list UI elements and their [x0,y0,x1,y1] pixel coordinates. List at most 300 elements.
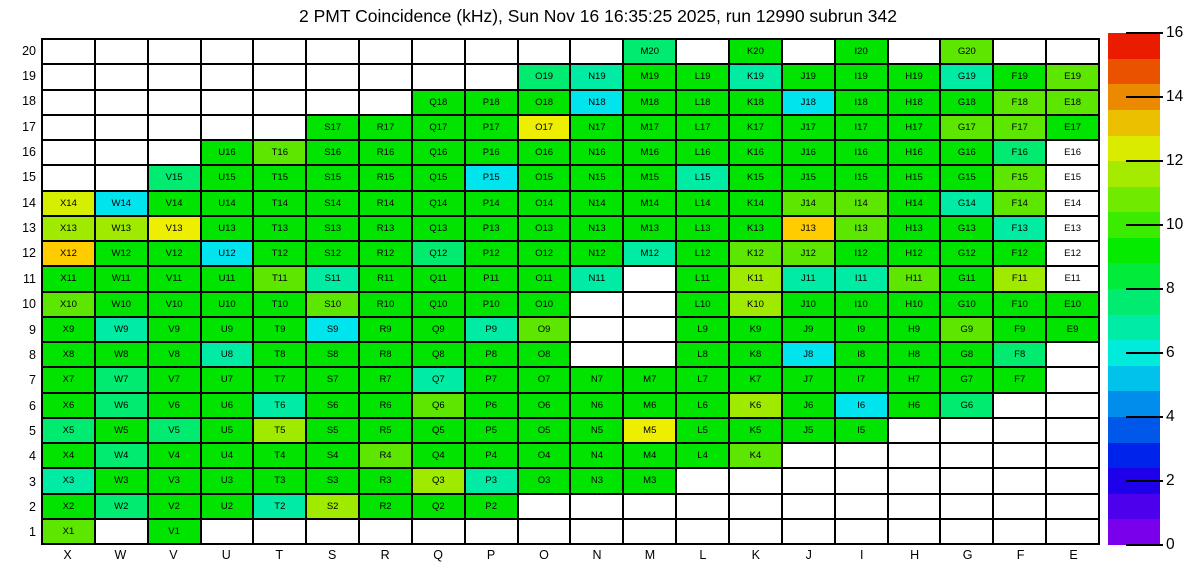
heatmap-cell: R12 [359,241,412,266]
colorbar-band [1108,366,1160,392]
heatmap-cell: P2 [465,494,518,519]
colorbar-tick-label: 4 [1166,408,1175,425]
heatmap-cell: Q7 [412,367,465,392]
heatmap-cell: M17 [623,115,676,140]
heatmap-cell: F11 [993,266,1046,291]
heatmap-cell: I17 [835,115,888,140]
heatmap-cell: H17 [888,115,941,140]
heatmap-cell: Q6 [412,393,465,418]
heatmap-cell: H8 [888,342,941,367]
heatmap-cell: F9 [993,317,1046,342]
heatmap-cell: N6 [570,393,623,418]
heatmap-cell [676,519,729,544]
x-axis-tick-label: L [699,548,707,562]
heatmap-cell [42,64,95,89]
heatmap-cell: S14 [306,191,359,216]
heatmap-cell: O17 [518,115,571,140]
heatmap-cell [940,494,993,519]
heatmap-cell: P9 [465,317,518,342]
heatmap-cell: T7 [253,367,306,392]
heatmap-cell: E15 [1046,165,1099,190]
heatmap-cell: K11 [729,266,782,291]
heatmap-cell: O6 [518,393,571,418]
colorbar-tick-label: 16 [1166,24,1184,41]
heatmap-cell [148,140,201,165]
x-axis-tick-label: Q [433,548,443,562]
heatmap-cell: J14 [782,191,835,216]
heatmap-cell [888,443,941,468]
heatmap-cell [888,468,941,493]
x-axis-tick-label: V [169,548,178,562]
heatmap-cell [676,494,729,519]
heatmap-cell: I16 [835,140,888,165]
heatmap-cell: F17 [993,115,1046,140]
heatmap-cell: L16 [676,140,729,165]
colorbar-band [1108,391,1160,417]
heatmap-cell: T15 [253,165,306,190]
heatmap-cell: G8 [940,342,993,367]
heatmap-cell: H9 [888,317,941,342]
heatmap-cell [835,519,888,544]
heatmap-cell [201,519,254,544]
heatmap-cell: I18 [835,90,888,115]
y-axis-tick-label: 5 [29,423,36,438]
heatmap-cell: K4 [729,443,782,468]
heatmap-cell: J13 [782,216,835,241]
y-axis-tick-label: 13 [22,221,36,236]
heatmap-cell: N11 [570,266,623,291]
heatmap-cell: W12 [95,241,148,266]
heatmap-cell: R3 [359,468,412,493]
heatmap-cell: G19 [940,64,993,89]
heatmap-cell: S17 [306,115,359,140]
heatmap-cell: T16 [253,140,306,165]
heatmap-cell: K8 [729,342,782,367]
heatmap-cell: G9 [940,317,993,342]
heatmap-cell [993,519,1046,544]
heatmap-cell: M19 [623,64,676,89]
heatmap-cell: T6 [253,393,306,418]
chart-title: 2 PMT Coincidence (kHz), Sun Nov 16 16:35:25 2025, run 12990 subrun 342 [299,6,897,26]
colorbar-tick [1126,480,1163,482]
heatmap-cell [623,342,676,367]
heatmap-cell: O16 [518,140,571,165]
colorbar-tick-label: 6 [1166,344,1175,361]
heatmap-cell: F12 [993,241,1046,266]
heatmap-cell: V12 [148,241,201,266]
heatmap-cell: V14 [148,191,201,216]
heatmap-cell: G11 [940,266,993,291]
heatmap-cell: I19 [835,64,888,89]
heatmap-cell: I10 [835,292,888,317]
heatmap-cell: Q13 [412,216,465,241]
heatmap-cell [729,494,782,519]
x-axis-tick-label: H [910,548,920,562]
heatmap-cell [201,90,254,115]
heatmap-cell [623,519,676,544]
heatmap-cell: R10 [359,292,412,317]
heatmap-cell: N13 [570,216,623,241]
x-axis-tick-label: S [328,548,337,562]
heatmap-cell: N17 [570,115,623,140]
heatmap-cell: W9 [95,317,148,342]
heatmap-cell: P16 [465,140,518,165]
heatmap-cell [148,115,201,140]
heatmap-cell: V7 [148,367,201,392]
heatmap-cell: I8 [835,342,888,367]
heatmap-cell [1046,342,1099,367]
heatmap-cell [359,64,412,89]
heatmap-cell [993,418,1046,443]
heatmap-cell [570,317,623,342]
colorbar-band [1108,315,1160,341]
heatmap-cell: R14 [359,191,412,216]
heatmap-cell [676,39,729,64]
heatmap-cell: Q15 [412,165,465,190]
heatmap-cell: Q14 [412,191,465,216]
heatmap-cell: S6 [306,393,359,418]
y-axis-tick-label: 3 [29,474,36,489]
heatmap-cell [95,519,148,544]
heatmap-cell [253,519,306,544]
heatmap-cell: U9 [201,317,254,342]
heatmap-cell: T9 [253,317,306,342]
colorbar-band [1108,110,1160,136]
heatmap-cell [1046,494,1099,519]
heatmap-cell [253,64,306,89]
heatmap-cell: Q8 [412,342,465,367]
heatmap-cell: U2 [201,494,254,519]
heatmap-cell: S16 [306,140,359,165]
y-axis-tick-label: 17 [22,119,36,134]
x-axis-tick-label: G [962,548,973,562]
heatmap-cell [993,468,1046,493]
heatmap-cell: H12 [888,241,941,266]
heatmap-cell [1046,443,1099,468]
colorbar-tick-label: 12 [1166,152,1184,169]
y-axis-tick-label: 19 [22,69,36,84]
heatmap-cell [940,418,993,443]
heatmap-cell [306,64,359,89]
x-axis-tick-label: R [380,548,390,562]
heatmap-cell: Q17 [412,115,465,140]
heatmap-cell: J17 [782,115,835,140]
heatmap-cell: T11 [253,266,306,291]
heatmap-cell: U4 [201,443,254,468]
heatmap-cell: O9 [518,317,571,342]
colorbar-tick [1126,544,1163,546]
heatmap-cell [201,39,254,64]
heatmap-cell: V15 [148,165,201,190]
heatmap-cell [570,494,623,519]
heatmap-cell: F18 [993,90,1046,115]
heatmap-cell: X4 [42,443,95,468]
x-axis-tick-label: T [275,548,284,562]
heatmap-cell: F15 [993,165,1046,190]
heatmap-cell: N12 [570,241,623,266]
heatmap-cell: M4 [623,443,676,468]
heatmap-cell [359,39,412,64]
heatmap-cell [148,64,201,89]
heatmap-cell: G10 [940,292,993,317]
heatmap-cell: U14 [201,191,254,216]
heatmap-cell: R2 [359,494,412,519]
heatmap-cell [253,39,306,64]
heatmap-cell: S9 [306,317,359,342]
heatmap-cell: M20 [623,39,676,64]
heatmap-cell: J12 [782,241,835,266]
heatmap-cell: Q4 [412,443,465,468]
heatmap-cell: F14 [993,191,1046,216]
heatmap-cell: S7 [306,367,359,392]
heatmap-cell: N15 [570,165,623,190]
heatmap-cell: J16 [782,140,835,165]
colorbar-tick-label: 10 [1166,216,1184,233]
heatmap-cell: N16 [570,140,623,165]
heatmap-cell: J10 [782,292,835,317]
heatmap-cell [359,90,412,115]
heatmap-cell [518,39,571,64]
y-axis-tick-label: 18 [22,94,36,109]
heatmap-cell [993,393,1046,418]
heatmap-cell: N3 [570,468,623,493]
colorbar-band [1108,187,1160,213]
heatmap-cell: X8 [42,342,95,367]
heatmap-cell: G14 [940,191,993,216]
heatmap-cell: V9 [148,317,201,342]
heatmap-cell [465,64,518,89]
heatmap-cell: T5 [253,418,306,443]
colorbar-tick-label: 0 [1166,536,1175,553]
heatmap-cell [1046,367,1099,392]
heatmap-cell: K6 [729,393,782,418]
heatmap-cell: X1 [42,519,95,544]
heatmap-cell: K9 [729,317,782,342]
y-axis-tick-label: 20 [22,43,36,58]
heatmap-cell: K5 [729,418,782,443]
heatmap-cell: J6 [782,393,835,418]
heatmap-cell: K7 [729,367,782,392]
heatmap-cell: E16 [1046,140,1099,165]
y-axis-tick-label: 1 [29,525,36,540]
y-axis-tick-label: 9 [29,322,36,337]
heatmap-cell: N7 [570,367,623,392]
heatmap-cell [1046,468,1099,493]
heatmap-cell: X3 [42,468,95,493]
heatmap-cell [782,39,835,64]
heatmap-cell: E19 [1046,64,1099,89]
heatmap-cell: L10 [676,292,729,317]
heatmap-cell [729,519,782,544]
colorbar-band [1108,33,1160,59]
heatmap-cell: O5 [518,418,571,443]
heatmap-cell: R8 [359,342,412,367]
heatmap-cell [940,519,993,544]
heatmap-cell: G20 [940,39,993,64]
heatmap-cell: N14 [570,191,623,216]
heatmap-cell [306,90,359,115]
heatmap-cell: S13 [306,216,359,241]
heatmap-cell: K14 [729,191,782,216]
heatmap-cell: M18 [623,90,676,115]
heatmap-cell: V8 [148,342,201,367]
heatmap-cell [782,519,835,544]
heatmap-cell [729,468,782,493]
heatmap-cell [306,39,359,64]
heatmap-cell: R13 [359,216,412,241]
x-axis-tick-label: K [751,548,760,562]
y-axis-tick-label: 16 [22,145,36,160]
heatmap-cell: U12 [201,241,254,266]
heatmap-cell: W7 [95,367,148,392]
heatmap-cell [42,165,95,190]
heatmap-cell: E14 [1046,191,1099,216]
heatmap-cell [42,140,95,165]
colorbar-band [1108,289,1160,315]
heatmap-cell: W3 [95,468,148,493]
heatmap-cell: H19 [888,64,941,89]
heatmap-cell: O11 [518,266,571,291]
heatmap-cell: L12 [676,241,729,266]
heatmap-cell: U5 [201,418,254,443]
heatmap-cell [1046,519,1099,544]
y-axis-tick-label: 10 [22,297,36,312]
heatmap-cell: L15 [676,165,729,190]
heatmap-cell: P11 [465,266,518,291]
heatmap-cell: Q10 [412,292,465,317]
colorbar-band [1108,59,1160,85]
heatmap-cell: E17 [1046,115,1099,140]
heatmap-cell: M6 [623,393,676,418]
heatmap-cell: V6 [148,393,201,418]
colorbar-tick [1126,160,1163,162]
heatmap-cell: R16 [359,140,412,165]
heatmap-cell: L14 [676,191,729,216]
heatmap-cell: L18 [676,90,729,115]
colorbar-band [1108,417,1160,443]
heatmap-cell: K17 [729,115,782,140]
colorbar-tick-label: 8 [1166,280,1175,297]
heatmap-cell: W10 [95,292,148,317]
heatmap-cell: X7 [42,367,95,392]
heatmap-cell: E12 [1046,241,1099,266]
heatmap-cell: S3 [306,468,359,493]
heatmap-cell [95,140,148,165]
x-axis-tick-label: N [592,548,602,562]
heatmap-cell: N4 [570,443,623,468]
heatmap-cell: X5 [42,418,95,443]
heatmap-cell: U16 [201,140,254,165]
heatmap-cell: T4 [253,443,306,468]
y-axis-labels [6,38,36,545]
heatmap-cell: J9 [782,317,835,342]
heatmap-cell: I20 [835,39,888,64]
heatmap-cell: G7 [940,367,993,392]
colorbar-tick-label: 2 [1166,472,1175,489]
heatmap-cell: G15 [940,165,993,190]
heatmap-cell: H13 [888,216,941,241]
heatmap-cell: L11 [676,266,729,291]
heatmap-cell: P3 [465,468,518,493]
heatmap-cell: I9 [835,317,888,342]
x-axis-tick-label: M [644,548,656,562]
colorbar-tick [1126,352,1163,354]
heatmap-cell [412,519,465,544]
heatmap-cell: P5 [465,418,518,443]
heatmap-cell: G18 [940,90,993,115]
heatmap-cell: M12 [623,241,676,266]
heatmap-cell: L7 [676,367,729,392]
heatmap-cell: O3 [518,468,571,493]
x-axis-labels [41,548,1100,568]
heatmap-cell: U13 [201,216,254,241]
heatmap-cell [940,468,993,493]
heatmap-cell: J18 [782,90,835,115]
y-axis-tick-label: 12 [22,246,36,261]
y-axis-tick-label: 15 [22,170,36,185]
heatmap-cell: P4 [465,443,518,468]
heatmap-cell: T8 [253,342,306,367]
heatmap-cell: V3 [148,468,201,493]
colorbar-band [1108,161,1160,187]
heatmap-cell: V13 [148,216,201,241]
heatmap-cell [95,64,148,89]
heatmap-cell: W11 [95,266,148,291]
heatmap-cell: Q18 [412,90,465,115]
heatmap-cell: Q9 [412,317,465,342]
x-axis-tick-label: P [486,548,496,562]
heatmap-cell: M15 [623,165,676,190]
heatmap-cell: H15 [888,165,941,190]
heatmap-cell: O19 [518,64,571,89]
y-axis-tick-label: 6 [29,398,36,413]
heatmap-cell: N18 [570,90,623,115]
heatmap-cell: F13 [993,216,1046,241]
heatmap-cell: Q2 [412,494,465,519]
heatmap-cell: J15 [782,165,835,190]
heatmap-cell [465,519,518,544]
heatmap-cell: W13 [95,216,148,241]
heatmap-cell: W2 [95,494,148,519]
heatmap-cell: O12 [518,241,571,266]
colorbar-tick [1126,288,1163,290]
heatmap-cell: V2 [148,494,201,519]
heatmap-cell: R15 [359,165,412,190]
heatmap-cell: W14 [95,191,148,216]
heatmap-cell: M14 [623,191,676,216]
heatmap-cell: F8 [993,342,1046,367]
heatmap-cell: U15 [201,165,254,190]
heatmap-cell: O7 [518,367,571,392]
heatmap-cell [1046,418,1099,443]
heatmap-cell: P13 [465,216,518,241]
heatmap-cell: Q5 [412,418,465,443]
heatmap-cell: J19 [782,64,835,89]
x-axis-tick-label: X [63,548,72,562]
heatmap-cell: M13 [623,216,676,241]
heatmap-cell: K10 [729,292,782,317]
heatmap-cell: S11 [306,266,359,291]
heatmap-cell [888,39,941,64]
heatmap-cell [888,494,941,519]
heatmap-cell: O15 [518,165,571,190]
colorbar-tick [1126,416,1163,418]
heatmap-cell: R9 [359,317,412,342]
heatmap-cell: H6 [888,393,941,418]
heatmap-cell: R17 [359,115,412,140]
heatmap-cell [253,115,306,140]
colorbar-band [1108,519,1160,545]
